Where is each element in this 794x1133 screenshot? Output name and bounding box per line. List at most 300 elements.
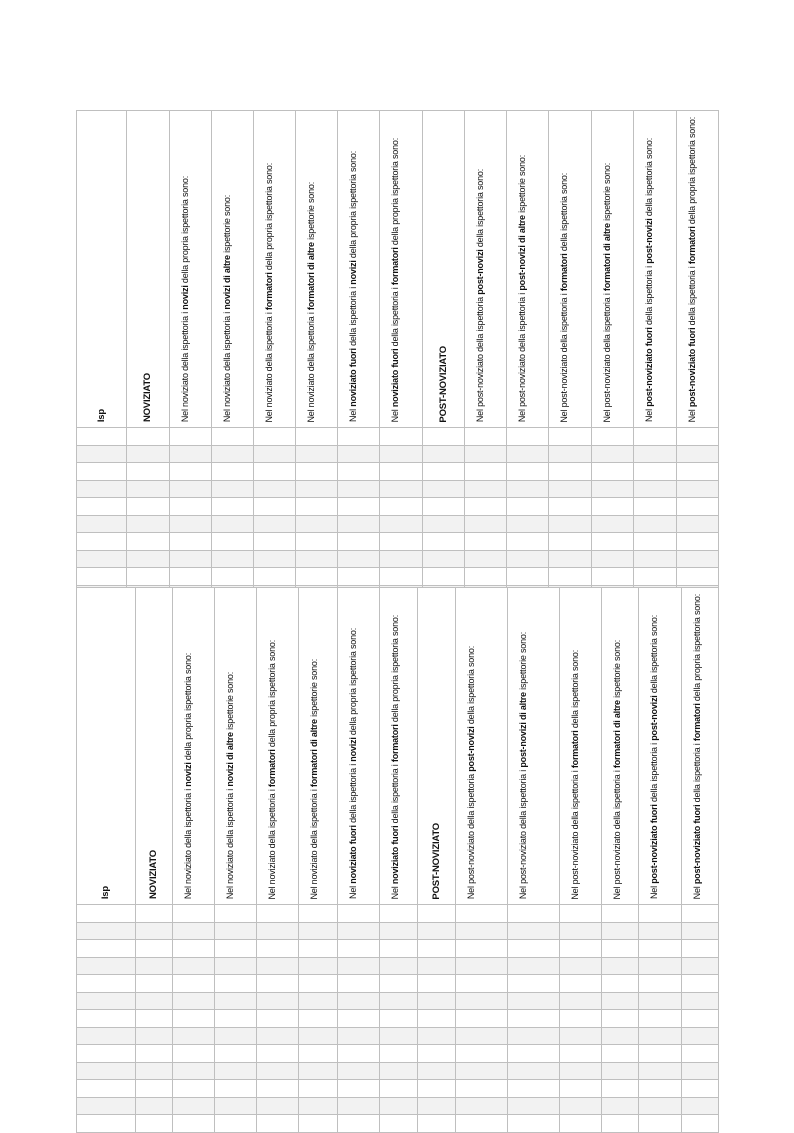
table-cell[interactable]: [592, 480, 634, 498]
table-cell[interactable]: [257, 975, 299, 993]
table-cell[interactable]: [215, 905, 257, 923]
table-cell[interactable]: [508, 1062, 560, 1080]
table-cell[interactable]: [682, 1027, 719, 1045]
table-cell[interactable]: [136, 975, 173, 993]
table-cell[interactable]: [212, 480, 254, 498]
table-cell[interactable]: [127, 480, 170, 498]
table-cell[interactable]: [602, 1045, 639, 1063]
table-cell[interactable]: [296, 480, 338, 498]
table-cell[interactable]: [423, 498, 465, 516]
table-cell[interactable]: [507, 550, 549, 568]
table-cell[interactable]: [338, 940, 380, 958]
table-cell[interactable]: [77, 498, 127, 516]
table-cell[interactable]: [127, 428, 170, 446]
table-cell[interactable]: [677, 445, 719, 463]
table-cell[interactable]: [257, 1045, 299, 1063]
table-cell[interactable]: [423, 428, 465, 446]
table-cell[interactable]: [296, 533, 338, 551]
table-cell[interactable]: [560, 1010, 602, 1028]
table-cell[interactable]: [380, 498, 423, 516]
table-cell[interactable]: [423, 445, 465, 463]
table-cell[interactable]: [639, 992, 682, 1010]
table-cell[interactable]: [257, 1010, 299, 1028]
table-cell[interactable]: [602, 922, 639, 940]
table-cell[interactable]: [418, 1080, 456, 1098]
table-cell[interactable]: [136, 905, 173, 923]
table-cell[interactable]: [254, 498, 296, 516]
table-cell[interactable]: [338, 463, 380, 481]
table-cell[interactable]: [602, 1062, 639, 1080]
table-cell[interactable]: [423, 550, 465, 568]
table-cell[interactable]: [549, 463, 592, 481]
table-cell[interactable]: [592, 515, 634, 533]
table-cell[interactable]: [465, 498, 507, 516]
table-cell[interactable]: [254, 515, 296, 533]
table-cell[interactable]: [380, 1097, 418, 1115]
table-cell[interactable]: [338, 498, 380, 516]
table-cell[interactable]: [296, 498, 338, 516]
table-cell[interactable]: [127, 515, 170, 533]
table-cell[interactable]: [508, 1045, 560, 1063]
table-cell[interactable]: [170, 445, 212, 463]
table-cell[interactable]: [77, 975, 136, 993]
table-cell[interactable]: [380, 445, 423, 463]
table-cell[interactable]: [257, 1080, 299, 1098]
table-cell[interactable]: [296, 428, 338, 446]
table-cell[interactable]: [380, 957, 418, 975]
table-cell[interactable]: [299, 975, 338, 993]
table-cell[interactable]: [338, 1027, 380, 1045]
table-cell[interactable]: [299, 1062, 338, 1080]
table-cell[interactable]: [560, 1115, 602, 1133]
table-cell[interactable]: [418, 905, 456, 923]
table-cell[interactable]: [215, 975, 257, 993]
table-cell[interactable]: [254, 568, 296, 586]
table-cell[interactable]: [380, 515, 423, 533]
table-cell[interactable]: [682, 922, 719, 940]
table-cell[interactable]: [136, 992, 173, 1010]
table-cell[interactable]: [423, 463, 465, 481]
table-cell[interactable]: [634, 568, 677, 586]
table-cell[interactable]: [639, 1115, 682, 1133]
table-cell[interactable]: [170, 550, 212, 568]
table-cell[interactable]: [602, 1080, 639, 1098]
table-cell[interactable]: [77, 480, 127, 498]
table-cell[interactable]: [592, 428, 634, 446]
table-cell[interactable]: [682, 975, 719, 993]
table-cell[interactable]: [560, 1045, 602, 1063]
table-cell[interactable]: [560, 1027, 602, 1045]
table-cell[interactable]: [296, 515, 338, 533]
table-cell[interactable]: [380, 480, 423, 498]
table-cell[interactable]: [508, 1097, 560, 1115]
table-cell[interactable]: [338, 922, 380, 940]
table-cell[interactable]: [465, 568, 507, 586]
table-cell[interactable]: [549, 568, 592, 586]
table-cell[interactable]: [507, 463, 549, 481]
table-cell[interactable]: [380, 1080, 418, 1098]
table-cell[interactable]: [592, 533, 634, 551]
table-cell[interactable]: [380, 533, 423, 551]
table-cell[interactable]: [602, 992, 639, 1010]
table-cell[interactable]: [173, 922, 215, 940]
table-cell[interactable]: [549, 445, 592, 463]
table-cell[interactable]: [212, 568, 254, 586]
table-cell[interactable]: [639, 922, 682, 940]
table-cell[interactable]: [634, 550, 677, 568]
table-cell[interactable]: [560, 922, 602, 940]
table-cell[interactable]: [77, 550, 127, 568]
table-cell[interactable]: [508, 905, 560, 923]
table-cell[interactable]: [254, 480, 296, 498]
table-cell[interactable]: [456, 940, 508, 958]
table-cell[interactable]: [549, 428, 592, 446]
table-cell[interactable]: [257, 957, 299, 975]
table-cell[interactable]: [465, 515, 507, 533]
table-cell[interactable]: [77, 1115, 136, 1133]
table-cell[interactable]: [634, 515, 677, 533]
table-cell[interactable]: [602, 957, 639, 975]
table-cell[interactable]: [418, 975, 456, 993]
table-cell[interactable]: [173, 975, 215, 993]
table-cell[interactable]: [212, 533, 254, 551]
table-cell[interactable]: [549, 533, 592, 551]
table-cell[interactable]: [299, 1080, 338, 1098]
table-cell[interactable]: [299, 957, 338, 975]
table-cell[interactable]: [380, 922, 418, 940]
table-cell[interactable]: [215, 957, 257, 975]
table-cell[interactable]: [639, 1080, 682, 1098]
table-cell[interactable]: [677, 463, 719, 481]
table-cell[interactable]: [77, 905, 136, 923]
table-cell[interactable]: [77, 428, 127, 446]
table-cell[interactable]: [682, 940, 719, 958]
table-cell[interactable]: [380, 1115, 418, 1133]
table-cell[interactable]: [257, 992, 299, 1010]
table-cell[interactable]: [602, 1027, 639, 1045]
table-cell[interactable]: [257, 1027, 299, 1045]
table-cell[interactable]: [418, 1062, 456, 1080]
table-cell[interactable]: [136, 1027, 173, 1045]
table-cell[interactable]: [215, 1062, 257, 1080]
table-cell[interactable]: [682, 1045, 719, 1063]
table-cell[interactable]: [212, 550, 254, 568]
table-cell[interactable]: [338, 1062, 380, 1080]
table-cell[interactable]: [418, 1010, 456, 1028]
table-cell[interactable]: [215, 1027, 257, 1045]
table-cell[interactable]: [173, 1010, 215, 1028]
table-cell[interactable]: [465, 550, 507, 568]
table-cell[interactable]: [296, 445, 338, 463]
table-cell[interactable]: [338, 1080, 380, 1098]
table-cell[interactable]: [639, 940, 682, 958]
table-cell[interactable]: [560, 940, 602, 958]
table-cell[interactable]: [634, 480, 677, 498]
table-cell[interactable]: [592, 550, 634, 568]
table-cell[interactable]: [77, 515, 127, 533]
table-cell[interactable]: [456, 992, 508, 1010]
table-cell[interactable]: [677, 515, 719, 533]
table-cell[interactable]: [560, 905, 602, 923]
table-cell[interactable]: [127, 445, 170, 463]
table-cell[interactable]: [677, 480, 719, 498]
table-cell[interactable]: [560, 975, 602, 993]
table-cell[interactable]: [418, 1045, 456, 1063]
table-cell[interactable]: [77, 533, 127, 551]
table-cell[interactable]: [257, 922, 299, 940]
table-cell[interactable]: [296, 550, 338, 568]
table-cell[interactable]: [682, 1080, 719, 1098]
table-cell[interactable]: [423, 480, 465, 498]
table-cell[interactable]: [338, 480, 380, 498]
table-cell[interactable]: [173, 957, 215, 975]
table-cell[interactable]: [299, 922, 338, 940]
table-cell[interactable]: [465, 445, 507, 463]
table-cell[interactable]: [418, 1097, 456, 1115]
table-cell[interactable]: [507, 498, 549, 516]
table-cell[interactable]: [338, 515, 380, 533]
table-cell[interactable]: [456, 905, 508, 923]
table-cell[interactable]: [634, 445, 677, 463]
table-cell[interactable]: [639, 1062, 682, 1080]
table-cell[interactable]: [677, 533, 719, 551]
table-cell[interactable]: [560, 1062, 602, 1080]
table-cell[interactable]: [215, 992, 257, 1010]
table-cell[interactable]: [592, 498, 634, 516]
table-cell[interactable]: [299, 1115, 338, 1133]
table-cell[interactable]: [170, 498, 212, 516]
table-cell[interactable]: [418, 922, 456, 940]
table-cell[interactable]: [456, 1010, 508, 1028]
table-cell[interactable]: [136, 922, 173, 940]
table-cell[interactable]: [418, 957, 456, 975]
table-cell[interactable]: [602, 940, 639, 958]
table-cell[interactable]: [507, 445, 549, 463]
table-cell[interactable]: [508, 1115, 560, 1133]
table-cell[interactable]: [173, 1097, 215, 1115]
table-cell[interactable]: [254, 428, 296, 446]
table-cell[interactable]: [215, 922, 257, 940]
table-cell[interactable]: [508, 992, 560, 1010]
table-cell[interactable]: [423, 515, 465, 533]
table-cell[interactable]: [507, 515, 549, 533]
table-cell[interactable]: [170, 463, 212, 481]
table-cell[interactable]: [380, 428, 423, 446]
table-cell[interactable]: [602, 905, 639, 923]
table-cell[interactable]: [338, 550, 380, 568]
table-cell[interactable]: [77, 1062, 136, 1080]
table-cell[interactable]: [254, 445, 296, 463]
table-cell[interactable]: [560, 1097, 602, 1115]
table-cell[interactable]: [212, 428, 254, 446]
table-cell[interactable]: [338, 428, 380, 446]
table-cell[interactable]: [549, 480, 592, 498]
table-cell[interactable]: [173, 905, 215, 923]
table-cell[interactable]: [380, 975, 418, 993]
table-cell[interactable]: [136, 1062, 173, 1080]
table-cell[interactable]: [682, 1010, 719, 1028]
table-cell[interactable]: [507, 428, 549, 446]
table-cell[interactable]: [127, 550, 170, 568]
table-cell[interactable]: [465, 533, 507, 551]
table-cell[interactable]: [677, 428, 719, 446]
table-cell[interactable]: [299, 992, 338, 1010]
table-cell[interactable]: [423, 533, 465, 551]
table-cell[interactable]: [508, 975, 560, 993]
table-cell[interactable]: [418, 1027, 456, 1045]
table-cell[interactable]: [338, 1010, 380, 1028]
table-cell[interactable]: [639, 1010, 682, 1028]
table-cell[interactable]: [682, 905, 719, 923]
table-cell[interactable]: [77, 1097, 136, 1115]
table-cell[interactable]: [418, 940, 456, 958]
table-cell[interactable]: [549, 515, 592, 533]
table-cell[interactable]: [465, 463, 507, 481]
table-cell[interactable]: [173, 992, 215, 1010]
table-cell[interactable]: [170, 428, 212, 446]
table-cell[interactable]: [508, 957, 560, 975]
table-cell[interactable]: [215, 1097, 257, 1115]
table-cell[interactable]: [338, 975, 380, 993]
table-cell[interactable]: [257, 1115, 299, 1133]
table-cell[interactable]: [456, 1062, 508, 1080]
table-cell[interactable]: [418, 1115, 456, 1133]
table-cell[interactable]: [215, 1010, 257, 1028]
table-cell[interactable]: [338, 1045, 380, 1063]
table-cell[interactable]: [507, 533, 549, 551]
table-cell[interactable]: [508, 1080, 560, 1098]
table-cell[interactable]: [507, 568, 549, 586]
table-cell[interactable]: [212, 498, 254, 516]
table-cell[interactable]: [215, 1045, 257, 1063]
table-cell[interactable]: [508, 1010, 560, 1028]
table-cell[interactable]: [507, 480, 549, 498]
table-cell[interactable]: [338, 992, 380, 1010]
table-cell[interactable]: [456, 922, 508, 940]
table-cell[interactable]: [127, 533, 170, 551]
table-cell[interactable]: [299, 905, 338, 923]
table-cell[interactable]: [677, 568, 719, 586]
table-cell[interactable]: [170, 480, 212, 498]
table-cell[interactable]: [212, 463, 254, 481]
table-cell[interactable]: [77, 957, 136, 975]
table-cell[interactable]: [602, 1097, 639, 1115]
table-cell[interactable]: [634, 428, 677, 446]
table-cell[interactable]: [77, 922, 136, 940]
table-cell[interactable]: [299, 1027, 338, 1045]
table-cell[interactable]: [257, 905, 299, 923]
table-cell[interactable]: [299, 940, 338, 958]
table-cell[interactable]: [254, 533, 296, 551]
table-cell[interactable]: [136, 940, 173, 958]
table-cell[interactable]: [173, 1080, 215, 1098]
table-cell[interactable]: [299, 1097, 338, 1115]
table-cell[interactable]: [77, 568, 127, 586]
table-cell[interactable]: [634, 533, 677, 551]
table-cell[interactable]: [338, 957, 380, 975]
table-cell[interactable]: [380, 905, 418, 923]
table-cell[interactable]: [560, 957, 602, 975]
table-cell[interactable]: [77, 1080, 136, 1098]
table-cell[interactable]: [380, 550, 423, 568]
table-cell[interactable]: [508, 1027, 560, 1045]
table-cell[interactable]: [77, 940, 136, 958]
table-cell[interactable]: [560, 1080, 602, 1098]
table-cell[interactable]: [456, 1027, 508, 1045]
table-cell[interactable]: [136, 1010, 173, 1028]
table-cell[interactable]: [173, 940, 215, 958]
table-cell[interactable]: [682, 957, 719, 975]
table-cell[interactable]: [257, 1062, 299, 1080]
table-cell[interactable]: [549, 550, 592, 568]
table-cell[interactable]: [380, 1062, 418, 1080]
table-cell[interactable]: [639, 1097, 682, 1115]
table-cell[interactable]: [380, 1027, 418, 1045]
table-cell[interactable]: [677, 550, 719, 568]
table-cell[interactable]: [257, 940, 299, 958]
table-cell[interactable]: [639, 905, 682, 923]
table-cell[interactable]: [380, 568, 423, 586]
table-cell[interactable]: [549, 498, 592, 516]
table-cell[interactable]: [77, 463, 127, 481]
table-cell[interactable]: [170, 533, 212, 551]
table-cell[interactable]: [418, 992, 456, 1010]
table-cell[interactable]: [380, 1045, 418, 1063]
table-cell[interactable]: [77, 1027, 136, 1045]
table-cell[interactable]: [257, 1097, 299, 1115]
table-cell[interactable]: [136, 1045, 173, 1063]
table-cell[interactable]: [338, 905, 380, 923]
table-cell[interactable]: [299, 1045, 338, 1063]
table-cell[interactable]: [170, 515, 212, 533]
table-cell[interactable]: [592, 463, 634, 481]
table-cell[interactable]: [639, 957, 682, 975]
table-cell[interactable]: [465, 480, 507, 498]
table-cell[interactable]: [173, 1062, 215, 1080]
table-cell[interactable]: [602, 1010, 639, 1028]
table-cell[interactable]: [456, 1097, 508, 1115]
table-cell[interactable]: [682, 1062, 719, 1080]
table-cell[interactable]: [254, 550, 296, 568]
table-cell[interactable]: [77, 1045, 136, 1063]
table-cell[interactable]: [173, 1045, 215, 1063]
table-cell[interactable]: [212, 515, 254, 533]
table-cell[interactable]: [77, 445, 127, 463]
table-cell[interactable]: [338, 533, 380, 551]
table-cell[interactable]: [508, 922, 560, 940]
table-cell[interactable]: [639, 1027, 682, 1045]
table-cell[interactable]: [592, 568, 634, 586]
table-cell[interactable]: [465, 428, 507, 446]
table-cell[interactable]: [136, 1115, 173, 1133]
table-cell[interactable]: [173, 1115, 215, 1133]
table-cell[interactable]: [682, 992, 719, 1010]
table-cell[interactable]: [212, 445, 254, 463]
table-cell[interactable]: [380, 940, 418, 958]
table-cell[interactable]: [456, 975, 508, 993]
table-cell[interactable]: [456, 1045, 508, 1063]
table-cell[interactable]: [299, 1010, 338, 1028]
table-cell[interactable]: [380, 463, 423, 481]
table-cell[interactable]: [136, 957, 173, 975]
table-cell[interactable]: [136, 1080, 173, 1098]
table-cell[interactable]: [170, 568, 212, 586]
table-cell[interactable]: [456, 957, 508, 975]
table-cell[interactable]: [380, 1010, 418, 1028]
table-cell[interactable]: [127, 568, 170, 586]
table-cell[interactable]: [602, 975, 639, 993]
table-cell[interactable]: [296, 463, 338, 481]
